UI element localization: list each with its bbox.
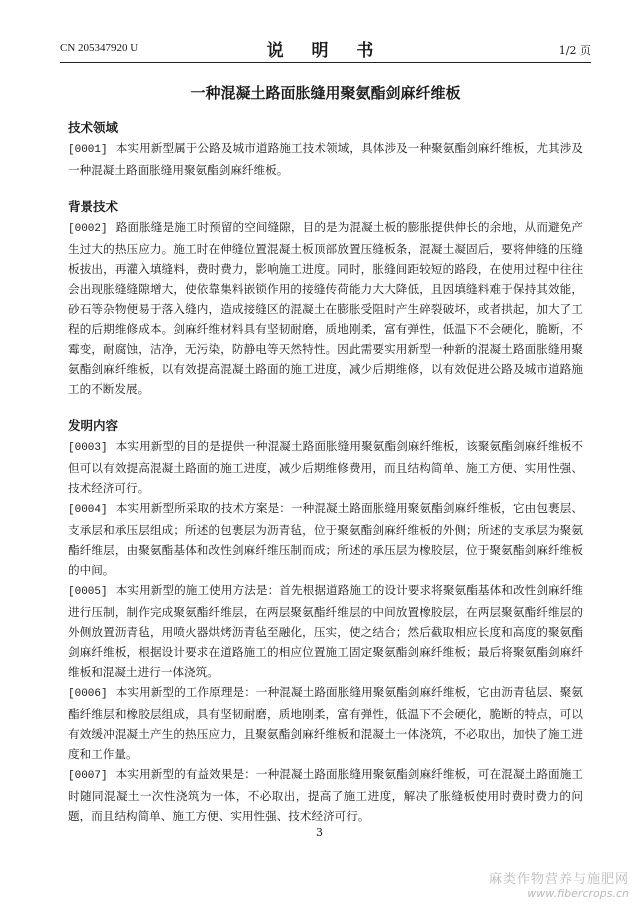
paragraph — [68, 138, 583, 180]
paragraph-number: [0005] — [68, 586, 108, 598]
page-header — [60, 36, 591, 61]
section-background — [68, 197, 583, 399]
section-heading: 技术领域 — [68, 120, 119, 135]
paragraph — [68, 580, 583, 682]
paragraph — [68, 682, 583, 764]
paragraph-number: [0007] — [68, 770, 108, 782]
watermark-site-name: 麻类作物营养与施肥网 — [488, 872, 629, 887]
paragraph-number: [0001] — [68, 144, 108, 156]
paragraph-text: 本实用新型的施工使用方法是：首先根据道路施工的设计要求将聚氨酯基体和改性剑麻纤维进行压制，制作完成聚氨酯纤维层，在两层聚氨酯纤维层的中间放置橡胶层，在两层聚氨酯纤维层的外侧放置沥青毡，用喷火器烘烤沥青毡至融化，压实，使之结合；然后截取相应长度和高度的聚氨酯剑麻纤维板，根据设计要求在道路施工的相应位置施工固定聚氨酯剑麻纤维板；最后将聚氨酯剑麻纤维板和混凝土进行一体浇筑。 — [68, 583, 583, 679]
section-summary — [68, 416, 583, 826]
paragraph-text: 路面胀缝是施工时预留的空间缝隙，目的是为混凝土板的膨胀提供伸长的余地，从而避免产生过大的热压应力。施工时在伸缝位置混凝土板顶部放置压缝板条，混凝土凝固后，要将伸缝的压缝板拔出，再灌入填缝料，费时费力，影响施工进度。同时，胀缝间距较短的路段，在使用过程中往往会出现胀缝缝隙增大，使依靠集料嵌锁作用的接缝传荷能力大大降低，且因填缝料难于保持其效能，砂石等杂物便易于落入缝内，造成接缝区的混凝土在膨胀受阻时产生碎裂破坏，或者拱起，加大了工程的后期维修成本。剑麻纤维材料具有坚韧耐磨，质地刚柔，富有弹性，低温下不会硬化，脆断，不霉变，耐腐蚀，洁净，无污染，防静电等天然特性。因此需要实用新型一种新的混凝土路面胀缝用聚氨酯剑麻纤维板，以有效提高混凝土路面的施工进度，减少后期维修，以有效促进公路及城市道路施工的不断发展。 — [68, 220, 583, 396]
paragraph — [68, 436, 583, 498]
paragraph — [68, 217, 583, 399]
paragraph-number: [0004] — [68, 504, 108, 516]
paragraph-text: 本实用新型的有益效果是：一种混凝土路面胀缝用聚氨酯剑麻纤维板，可在混凝土路面施工时随同混凝土一次性浇筑为一体，不必取出，提高了施工进度，解决了胀缝板使用时费时费力的问题，而且结构简单、施工方便、实用性强、技术经济可行。 — [68, 767, 583, 823]
document-type: 说 明 书 — [266, 41, 385, 61]
watermark — [489, 868, 629, 900]
paragraph-text: 本实用新型的工作原理是：一种混凝土路面胀缝用聚氨酯剑麻纤维板，它由沥青毡层、聚氨酯纤维层和橡胶层组成，具有坚韧耐磨，质地刚柔，富有弹性，低温下不会硬化，脆断的特点，可以有效缓冲混凝土产生的热压应力，且聚氨酯剑麻纤维板和混凝土一体浇筑，不必取出，加快了施工进度和工作量。 — [68, 685, 583, 761]
section-heading: 发明内容 — [68, 418, 119, 433]
paragraph — [68, 498, 583, 580]
paragraph-text: 本实用新型所采取的技术方案是：一种混凝土路面胀缝用聚氨酯剑麻纤维板，它由包裹层、支承层和承压层组成；所述的包裹层为沥青毡，位于聚氨酯剑麻纤维板的外侧；所述的支承层为聚氨酯纤维层，由聚氨酯基体和改性剑麻纤维压制而成；所述的承压层为橡胶层，位于聚氨酯剑麻纤维板的中间。 — [68, 501, 583, 577]
section-technical-field — [68, 118, 583, 180]
section-heading: 背景技术 — [68, 199, 119, 214]
page-fraction: 1/2 页 — [558, 44, 591, 57]
patent-number: CN 205347920 U — [60, 42, 139, 54]
paragraph — [68, 764, 583, 826]
page-number: 3 — [316, 826, 323, 839]
paragraph-number: [0006] — [68, 688, 108, 700]
header-divider — [60, 62, 591, 63]
paragraph-number: [0003] — [68, 442, 108, 454]
paragraph-number: [0002] — [68, 223, 108, 235]
document-body — [68, 118, 583, 826]
paragraph-text: 本实用新型的目的是提供一种混凝土路面胀缝用聚氨酯剑麻纤维板，该聚氨酯剑麻纤维板不但可以有效提高混凝土路面的施工进度，减少后期维修费用，而且结构简单、施工方便、实用性强、技术经济可行。 — [68, 439, 583, 495]
watermark-url: www.fibercrops.cn — [527, 887, 629, 900]
document-title: 一种混凝土路面胀缝用聚氨酯剑麻纤维板 — [190, 84, 461, 102]
paragraph-text: 本实用新型属于公路及城市道路施工技术领域，具体涉及一种聚氨酯剑麻纤维板，尤其涉及一种混凝土路面胀缝用聚氨酯剑麻纤维板。 — [68, 141, 583, 177]
